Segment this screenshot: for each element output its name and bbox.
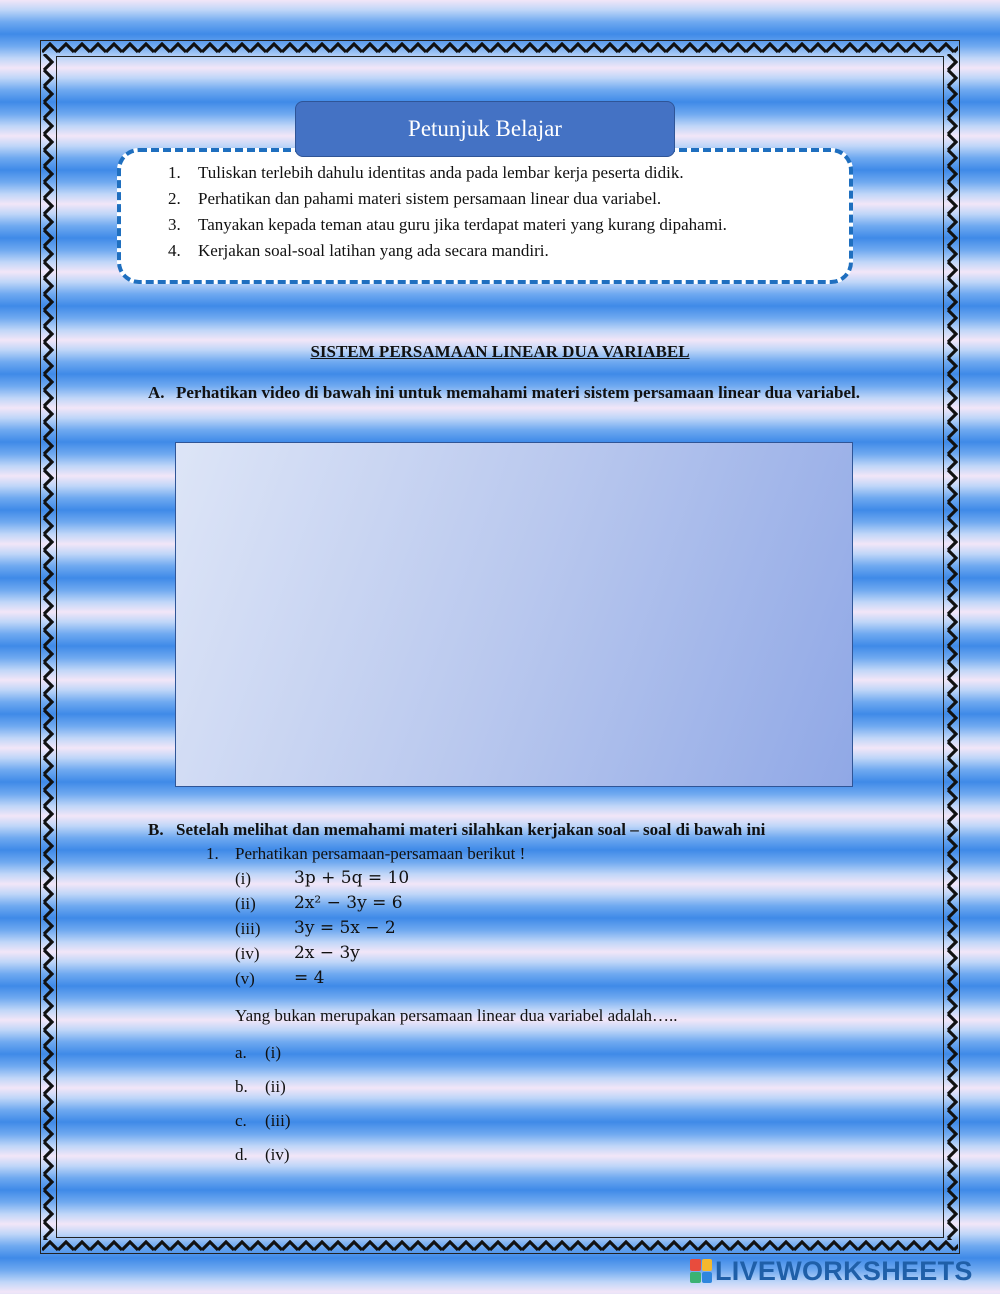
equation-expression: 3y = 5x − 2 xyxy=(294,918,396,938)
equation-roman: (iii) xyxy=(235,919,261,938)
equation-roman: (i) xyxy=(235,869,252,888)
video-player[interactable] xyxy=(175,442,853,787)
list-item xyxy=(160,212,840,238)
list-item-number: 3. xyxy=(168,215,181,234)
list-item-text: Kerjakan soal-soal latihan yang ada secara mandiri. xyxy=(198,241,549,260)
list-item xyxy=(160,238,840,264)
list-item-text: Tanyakan kepada teman atau guru jika terdapat materi yang kurang dipahami. xyxy=(198,215,727,234)
answer-option-d[interactable] xyxy=(235,1142,291,1176)
liveworksheets-brand[interactable] xyxy=(690,1256,973,1286)
section-a-text: Perhatikan video di bawah ini untuk memahami materi sistem persamaan linear dua variabel. xyxy=(176,383,860,402)
option-text: (ii) xyxy=(265,1077,286,1096)
section-title: SISTEM PERSAMAAN LINEAR DUA VARIABEL xyxy=(310,342,690,361)
section-b-text: Setelah melihat dan memahami materi silahkan kerjakan soal – soal di bawah ini xyxy=(176,820,766,839)
instructions-list xyxy=(160,160,840,264)
list-item-number: 1. xyxy=(168,163,181,182)
question-number: 1. xyxy=(206,844,219,863)
equation-row xyxy=(235,916,409,941)
list-item-text: Tuliskan terlebih dahulu identitas anda pada lembar kerja peserta didik. xyxy=(198,163,684,182)
answer-option-a[interactable] xyxy=(235,1040,291,1074)
equation-row xyxy=(235,941,409,966)
equation-roman: (iv) xyxy=(235,944,260,963)
logo-tile xyxy=(702,1272,713,1284)
option-letter: a. xyxy=(235,1043,247,1062)
question-text: Yang bukan merupakan persamaan linear dua variabel adalah….. xyxy=(235,1006,678,1025)
zigzag-border-top xyxy=(42,42,958,54)
zigzag-border-right xyxy=(946,54,958,1240)
list-item xyxy=(160,186,840,212)
liveworksheets-logo-icon xyxy=(690,1259,712,1283)
list-item-text: Perhatikan dan pahami materi sistem persamaan linear dua variabel. xyxy=(198,189,662,208)
equation-roman: (ii) xyxy=(235,894,256,913)
equation-row xyxy=(235,866,409,891)
instructions-title: Petunjuk Belajar xyxy=(295,101,675,157)
section-b-label: B. xyxy=(148,820,164,839)
section-a xyxy=(148,380,868,405)
equation-expression: 2x² − 3y = 6 xyxy=(294,893,403,913)
option-letter: d. xyxy=(235,1145,248,1164)
brand-name: LIVEWORKSHEETS xyxy=(715,1255,973,1286)
zigzag-border-bottom xyxy=(42,1240,958,1252)
answer-option-c[interactable] xyxy=(235,1108,291,1142)
list-item xyxy=(160,160,840,186)
option-text: (i) xyxy=(265,1043,282,1062)
section-b xyxy=(148,818,888,842)
equation-row xyxy=(235,966,409,991)
logo-tile xyxy=(690,1259,701,1271)
answer-options xyxy=(235,1040,291,1176)
list-item-number: 2. xyxy=(168,189,181,208)
section-a-label: A. xyxy=(148,383,165,402)
logo-tile xyxy=(690,1272,701,1284)
equation-list xyxy=(235,866,409,991)
equation-row xyxy=(235,891,409,916)
zigzag-border-left xyxy=(42,54,54,1240)
equation-expression: = 4 xyxy=(294,968,325,988)
logo-tile xyxy=(702,1259,713,1271)
equation-expression: 3p + 5q = 10 xyxy=(294,868,410,888)
equation-roman: (v) xyxy=(235,969,255,988)
question-1-prompt xyxy=(206,842,525,866)
option-letter: b. xyxy=(235,1077,248,1096)
list-item-number: 4. xyxy=(168,241,181,260)
option-text: (iv) xyxy=(265,1145,290,1164)
equation-expression: 2x − 3y xyxy=(294,943,360,963)
option-text: (iii) xyxy=(265,1111,291,1130)
option-letter: c. xyxy=(235,1111,247,1130)
question-prompt-text: Perhatikan persamaan-persamaan berikut ! xyxy=(235,844,526,863)
answer-option-b[interactable] xyxy=(235,1074,291,1108)
